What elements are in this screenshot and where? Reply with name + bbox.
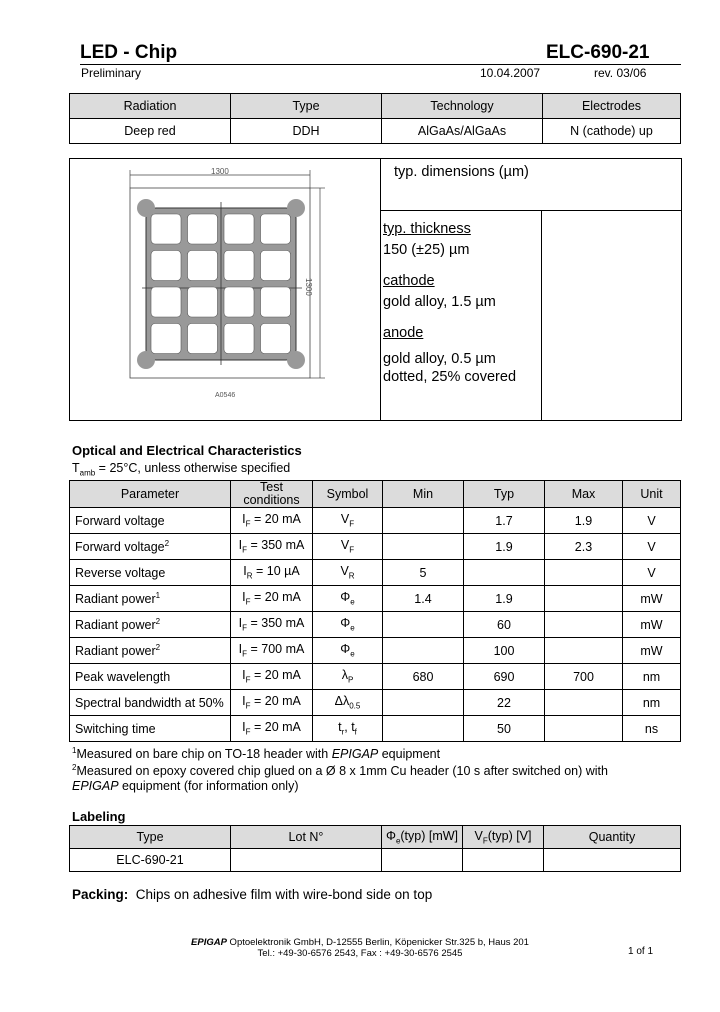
table-row [70,638,681,664]
table-row [70,716,681,742]
status-text: Preliminary [81,66,142,80]
footnote-1-text: Measured on bare chip on TO-18 header with [76,747,332,762]
cell-symbol [313,664,383,690]
chip-pad [188,214,218,244]
col-typ: Typ [464,481,545,508]
test-sub: F [245,727,251,737]
labeling-table [69,825,681,872]
cell-min: 5 [383,560,464,586]
cell-symbol [313,690,383,716]
cond-sub: amb [79,468,96,478]
table-row [70,534,681,560]
dim-title-rule [380,210,681,211]
test-value: = 700 mA [247,642,305,657]
label-cell-type: ELC-690-21 [70,849,231,872]
test-symbol: I [238,538,243,553]
symbol-sub: e [350,597,355,607]
cell-min [383,716,464,742]
cell-unit: mW [623,638,681,664]
test-sub: F [245,597,251,607]
cell-max [545,560,623,586]
cell-min [383,638,464,664]
dim-divider [380,158,381,421]
param-text: Forward voltage [75,540,165,555]
footer-brand: EPIGAP [191,937,227,948]
footnote-1-end: equipment [378,747,441,762]
cell-max [545,586,623,612]
packing-text: Chips on adhesive film with wire-bond side on top [135,887,433,902]
test-sub: F [245,701,251,711]
symbol-sub: r [341,727,345,737]
test-value: = 20 mA [250,590,301,605]
chip-pad [151,251,181,281]
footnote-2-brand: EPIGAP [72,779,119,793]
param-text: Radiant power [75,592,156,607]
cell-min [383,612,464,638]
cell-test [231,586,313,612]
cell-unit: mW [623,586,681,612]
cell-typ: 100 [464,638,545,664]
col-technology: Technology [382,94,543,119]
cell-typ: 690 [464,664,545,690]
anode-label: anode [383,325,424,341]
cell-max: 700 [545,664,623,690]
cell-symbol [313,586,383,612]
cell-parameter [70,534,231,560]
chip-pad [224,214,254,244]
test-symbol: I [242,668,246,683]
characteristics-conditions [72,461,290,478]
characteristics-table [69,480,681,742]
cell-min [383,690,464,716]
table-row [70,560,681,586]
cell-typ: 60 [464,612,545,638]
cond-prefix: T [72,461,80,475]
test-symbol: I [242,720,246,735]
label-cell-vf [463,849,544,872]
cell-max [545,690,623,716]
param-sup: 2 [155,642,161,652]
cell-unit: V [623,560,681,586]
table-row [70,690,681,716]
cell-test [231,690,313,716]
packing-line [72,887,432,902]
cell-electrodes: N (cathode) up [543,119,681,144]
label-col-vf [463,826,544,849]
page-number: 1 of 1 [628,946,654,957]
cell-parameter [70,690,231,716]
footer-line-2: Tel.: +49-30-6576 2543, Fax : +49-30-6576 2545 [257,948,463,959]
header-rule [80,64,681,65]
cell-unit: V [623,534,681,560]
symbol: λ [341,668,348,683]
table-row [70,508,681,534]
cathode-value: gold alloy, 1.5 µm [383,294,496,310]
test-sub: R [246,571,253,581]
anode-value-2: dotted, 25% covered [383,369,517,385]
col-test-conditions: Test conditions [231,481,313,508]
cell-min: 1.4 [383,586,464,612]
bond-corner [287,351,305,369]
characteristics-body [70,508,681,742]
chip-pad [261,287,291,317]
col-min: Min [383,481,464,508]
symbol: V [340,564,349,579]
test-sub: F [245,675,251,685]
chip-pad [151,214,181,244]
bond-corner [287,199,305,217]
drawing-width-label: 1300 [211,167,229,176]
cell-test [231,638,313,664]
bond-corner [137,199,155,217]
characteristics-title: Optical and Electrical Characteristics [72,443,302,458]
cell-test [231,612,313,638]
cell-min: 680 [383,664,464,690]
symbol-sub: 0.5 [349,701,361,711]
param-text: Peak wavelength [75,669,171,684]
footnote-2-cont [72,779,299,793]
test-symbol: I [242,590,246,605]
cell-symbol [313,716,383,742]
test-symbol: I [243,564,247,579]
thickness-label: typ. thickness [383,221,471,237]
chip-pad [188,251,218,281]
test-value: = 20 mA [250,720,301,735]
vf-symbol: V [474,828,483,843]
table-row [70,586,681,612]
label-cell-lot [231,849,382,872]
test-value: = 350 mA [247,616,305,631]
test-symbol: I [238,616,243,631]
cell-type: DDH [231,119,382,144]
test-value: = 20 mA [250,694,301,709]
label-cell-quantity [544,849,681,872]
cell-symbol [313,534,383,560]
info-table [69,93,681,144]
anode-value-1: gold alloy, 0.5 µm [383,351,496,367]
symbol-sub: R [348,571,355,581]
chip-pad [188,324,218,354]
cell-symbol [313,612,383,638]
table-row [70,612,681,638]
cell-max [545,716,623,742]
drawing-code-label: A0546 [215,392,236,399]
param-text: Spectral bandwidth at 50% [75,695,224,710]
test-value: = 350 mA [247,538,305,553]
label-col-type: Type [70,826,231,849]
chip-pad [224,251,254,281]
cell-parameter [70,716,231,742]
page-title: LED - Chip [80,42,178,63]
cell-typ [464,560,545,586]
cell-typ: 1.9 [464,586,545,612]
chip-pad [188,287,218,317]
cell-parameter [70,560,231,586]
thickness-value: 150 (±25) µm [383,242,470,258]
chip-pad [151,324,181,354]
test-value: = 20 mA [250,512,301,527]
symbol: V [340,512,350,527]
part-number: ELC-690-21 [546,42,650,63]
label-cell-phi [382,849,463,872]
col-type: Type [231,94,382,119]
cell-typ: 1.7 [464,508,545,534]
chip-pad [261,214,291,244]
footnote-1-brand: EPIGAP [331,747,379,762]
symbol-sub: e [350,623,355,633]
footnote-2-mark: 2 [72,763,77,772]
cell-test [231,534,313,560]
symbol-sub: e [350,649,355,659]
test-sub: F [242,545,248,555]
date-text: 10.04.2007 [480,66,541,80]
cell-test [231,508,313,534]
col-unit: Unit [623,481,681,508]
test-sub: F [245,519,251,529]
test-symbol: I [242,694,246,709]
footer-address: Optoelektronik GmbH, D-12555 Berlin, Köpenicker Str.325 b, Haus 201 [226,937,529,948]
col-symbol: Symbol [313,481,383,508]
cell-test [231,560,313,586]
test-sub: F [242,649,248,659]
cell-min [383,534,464,560]
cell-max: 2.3 [545,534,623,560]
cell-test [231,664,313,690]
cell-symbol [313,638,383,664]
table-row [70,664,681,690]
col-parameter: Parameter [70,481,231,508]
col-radiation: Radiation [70,94,231,119]
cell-unit: ns [623,716,681,742]
cell-parameter [70,664,231,690]
cell-unit: nm [623,690,681,716]
dim-inner-divider [541,210,542,421]
cell-test [231,716,313,742]
vf-sub: F [482,836,488,846]
dimensions-title: typ. dimensions (µm) [394,164,529,180]
phi-rest: (typ) [mW] [400,828,459,843]
label-col-lot: Lot N° [231,826,382,849]
param-text: Forward voltage [75,513,165,528]
cell-symbol [313,508,383,534]
footnote-1-mark: 1 [72,746,77,755]
test-value: = 10 µA [252,564,300,579]
symbol-sub: F [349,545,355,555]
footnote-2 [72,763,608,778]
rev-text: rev. 03/06 [594,66,647,80]
test-symbol: I [238,642,243,657]
param-sup: 1 [155,590,161,600]
symbol-sub: P [347,675,354,685]
phi-sub: e [395,836,401,846]
cell-parameter [70,508,231,534]
symbol: V [340,538,350,553]
cell-typ: 1.9 [464,534,545,560]
col-electrodes: Electrodes [543,94,681,119]
cell-technology: AlGaAs/AlGaAs [382,119,543,144]
packing-label: Packing: [72,887,129,902]
param-text: Radiant power [75,618,156,633]
labeling-title: Labeling [72,809,126,824]
cell-typ: 50 [464,716,545,742]
chip-pad [151,287,181,317]
cell-unit: V [623,508,681,534]
col-max: Max [545,481,623,508]
symbol: t [338,720,342,735]
vf-rest: (typ) [V] [487,828,532,843]
param-sup: 2 [164,538,170,548]
cell-unit: nm [623,664,681,690]
symbol: Φ [340,616,351,631]
cell-parameter [70,586,231,612]
footer-line-1 [0,937,720,948]
cell-max [545,638,623,664]
cell-parameter [70,638,231,664]
cell-unit: mW [623,612,681,638]
param-text: Radiant power [75,644,156,659]
param-sup: 2 [155,616,161,626]
param-text: Reverse voltage [75,565,166,580]
symbol-2-sub: f [354,727,357,737]
symbol-2: , t [344,720,355,735]
symbol: Δλ [334,694,350,709]
symbol-sub: F [349,519,355,529]
chip-pad [261,324,291,354]
chip-pad [224,324,254,354]
test-symbol: I [242,512,246,527]
cell-symbol [313,560,383,586]
cell-typ: 22 [464,690,545,716]
label-col-quantity: Quantity [544,826,681,849]
footnote-2-end: equipment (for information only) [118,779,299,793]
symbol: Φ [340,590,351,605]
footnote-1 [72,746,440,761]
label-col-phi [382,826,463,849]
chip-pad [261,251,291,281]
cell-radiation: Deep red [70,119,231,144]
chip-pad [224,287,254,317]
footnote-2-text: Measured on epoxy covered chip glued on a Ø 8 x 1mm Cu header (10 s after switched on) with [76,764,608,779]
param-text: Switching time [75,721,156,736]
drawing-height-label: 1300 [304,278,313,296]
cond-rest: = 25°C, unless otherwise specified [95,461,291,475]
cell-max [545,612,623,638]
test-value: = 20 mA [250,668,301,683]
cell-parameter [70,612,231,638]
cell-max: 1.9 [545,508,623,534]
symbol: Φ [340,642,351,657]
test-sub: F [242,623,248,633]
cathode-label: cathode [383,273,435,289]
cell-min [383,508,464,534]
bond-corner [137,351,155,369]
phi-symbol: Φ [385,828,396,843]
